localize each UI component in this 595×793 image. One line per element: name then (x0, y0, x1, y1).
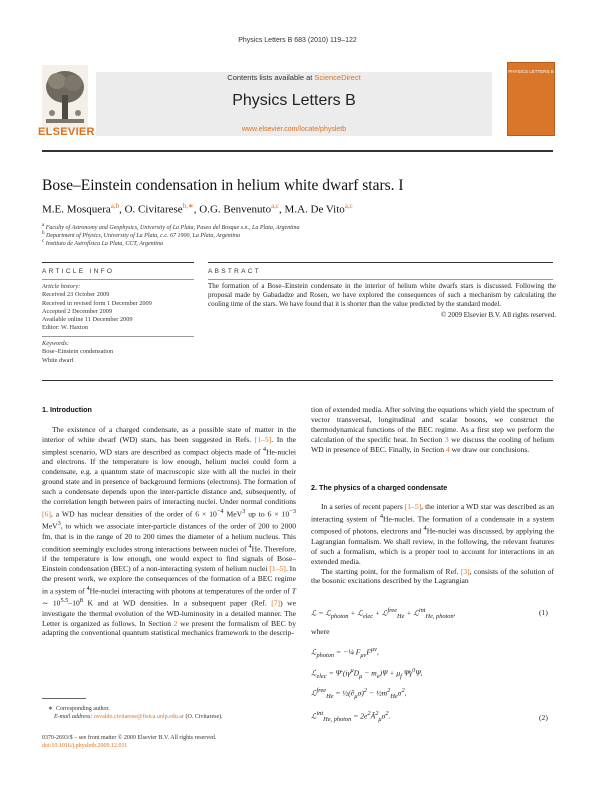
section-link[interactable]: 4 (445, 444, 450, 454)
affiliation-text: Instituto de Astrofísica La Plata, CCT, Argentina (45, 241, 163, 247)
front-matter (42, 734, 216, 750)
author-name: O.G. Benvenuto (199, 203, 272, 216)
author-name: M.A. De Vito (284, 203, 345, 216)
email-label: E-mail address: (54, 714, 94, 720)
history-item: Received 23 October 2009 (42, 291, 110, 299)
journal-cover-image (507, 62, 555, 136)
affiliation-b (42, 231, 240, 239)
equation-photon: ℒ$_{photon}$ = −¼ $F_{\mu\nu}F^{\mu\nu}$, (311, 646, 379, 660)
where-label: where (311, 627, 330, 636)
abstract-block (208, 282, 556, 320)
journal-url-link[interactable]: www.elsevier.com/locate/physletb (241, 126, 347, 133)
section-1-body (42, 425, 296, 638)
affiliation-text: Faculty of Astronomy and Geophysics, University of La Plata, Paseo del Bosque s.n., La Plata, Argentina (45, 225, 300, 231)
abstract-rule-top (208, 262, 553, 263)
keywords-rule (42, 336, 194, 337)
affiliation-key: b (42, 231, 45, 236)
history-item: Available online 11 December 2009 (42, 316, 133, 324)
abstract-copyright: © 2009 Elsevier B.V. All rights reserved. (440, 310, 556, 319)
abstract-heading: ABSTRACT (208, 268, 262, 275)
section-1-body-continued (311, 405, 554, 455)
citation-link[interactable]: [6] (42, 509, 51, 519)
contents-prefix: Contents lists available at (227, 73, 315, 82)
front-matter-text: 0370-2693/$ – see front matter © 2009 Elsevier B.V. All rights reserved. (42, 735, 217, 741)
article-info-rule (42, 279, 194, 280)
author-affiliation-link[interactable]: a,c (344, 202, 353, 210)
history-item: Received in revised form 1 December 2009 (42, 299, 152, 307)
citation-link[interactable]: [1–5] (404, 502, 422, 511)
history-item: Editor: W. Haxton (42, 324, 88, 332)
keywords-block (42, 340, 202, 365)
section-2-paragraph: In a series of recent papers [1–5], the interior a WD star was described as an interacting system of $^4$He-nuclei. The formation of a condensate in a system composed of photons, electrons and $^4$He-nuclei was discussed, by applying the Lagrangian formalism. We shall review, in the following, the relevant features of such a formalism, which is a proper tool to account for interactions in an extended media. (311, 502, 554, 566)
author-list (42, 202, 353, 216)
journal-title: Physics Letters B (232, 92, 356, 109)
journal-reference: Physics Letters B 683 (2010) 119–122 (238, 37, 357, 44)
history-item: Accepted 2 December 2009 (42, 307, 113, 315)
author-separator: , (279, 203, 285, 216)
email-suffix: (O. Civitarese). (183, 714, 223, 720)
paper-title: Bose–Einstein condensation in helium white dwarf stars. I (42, 177, 404, 194)
author-affiliation-link[interactable]: b,∗ (182, 202, 194, 210)
citation-link[interactable]: [7] (271, 598, 281, 608)
equation-elec: ℒ$_{elec}$ = Ψ̄ $(i\gamma^\mu D_\mu - m_e)\Psi + \mu_f$ $\Psī\gamma^0\Psi$, (311, 667, 423, 681)
intro-paragraph-continued: tion of extended media. After solving the equations which yield the spectrum of vector transversal, longitudinal and scalar bosons, we construct the thermodynamical functions of the BEC regime. As a first step we perform the calculation of the specific heat. In Section 3 we discuss the cooling of helium WD in presence of BEC. Finally, in Section 4 we draw our conclusions. (311, 405, 555, 454)
affiliation-key: a (42, 223, 45, 228)
publisher-logo: ELSEVIER (38, 126, 95, 138)
keyword-item: Bose–Einstein condensation (42, 348, 114, 356)
section-2-paragraph: The starting point, for the formalism of Ref. [3], consists of the solution of the bosonic excitations described by the Lagrangian (311, 566, 555, 586)
abstract-rule (208, 279, 553, 280)
equation-1-number: (1) (539, 608, 548, 617)
affiliation-key: c (42, 239, 45, 244)
history-label: Article history: (42, 283, 81, 290)
keywords-label: Keywords: (42, 340, 70, 347)
section-2-heading: 2. The physics of a charged condensate (311, 483, 448, 492)
author-separator: , (119, 203, 125, 216)
section-link[interactable]: 3 (444, 434, 449, 444)
cover-title: PHYSICS LETTERS B (508, 69, 554, 74)
author-affiliation-link[interactable]: a,b (110, 202, 120, 210)
article-history (42, 283, 202, 333)
keyword-item: White dwarf (42, 356, 74, 364)
affiliation-c (42, 239, 163, 247)
author-separator: , (193, 203, 200, 216)
author-name: M.E. Mosquera (42, 203, 111, 216)
equation-2-number: (2) (539, 713, 548, 722)
section-2-body (311, 502, 554, 586)
article-info-rule-top (42, 262, 194, 263)
header-divider (42, 150, 553, 152)
abstract-text: The formation of a Bose–Einstein condensate in the interior of helium white dwarfs stars is discussed. Following the proposal made by Gabadadze and Rosen, we have explored the consequences of such a mechanism by calculating the cooling time of the stars. We have found that it is shorter than the value predicted by the standard model. (208, 282, 556, 309)
corresponding-author-note: ∗ Corresponding author. (48, 706, 110, 712)
section-link[interactable]: 2 (173, 618, 178, 628)
intro-paragraph: The existence of a charged condensate, as a possible state of matter in the interior of white dwarf (WD) stars, has been suggested in Refs. [1–5]. In the simplest scenario, WD stars are described as compact objects made of $^4$He-nuclei and electrons. If the temperature is low enough, helium nuclei could form a condensate, e.g. a quantum state of macroscopic size with all the nuclei in their ground state and in presence of background fermions (electrons). The formation of such a condensate depends upon the inter-particle distance and, subsequently, of the correlation length between pairs of interacting nuclei. Under normal conditions [6], a WD has nuclear densities of the order of $6 \times 10^{-4}$ MeV$^3$ up to $6 \times 10^{-3}$ MeV$^3$, to which we associate inter-particle distances of the order of 200 to 2000 fm, that is in the range of 20 to 200 times the diameter of a helium nucleus. This condition seemingly excludes strong interactions between nuclei of $^4$He. Therefore, if the temperature is low enough, one would expect to find signals of Bose–Einstein condensation (BEC) of a non-interacting system of helium nuclei [1–5]. In the present work, we explore the consequences of the formation of a BEC regime in a system of $^4$He-nuclei interacting with photons at temperatures of the order of T ∼ $10^{5.5}-10^8$ K and at WD densities. In a subsequent paper (Ref. [7]) we investigate the thermal evolution of the WD-luminosity in a detailed manner. The Letter is organized as follows. In Section 2 we present the formalism of BEC by adapting the conventional quantum statistical mechanics framework to the descrip- (42, 425, 297, 638)
section-1-heading: 1. Introduction (42, 405, 92, 414)
abstract-rule-bottom (42, 380, 553, 381)
equation-1: ℒ = ℒ$_{photon}$ + ℒ$_{elec}$ + ℒ$^{free}_{He}$ + ℒ$^{int}_{He, photon}$, (311, 607, 456, 621)
doi-link[interactable]: doi:10.1016/j.physletb.2009.12.011 (42, 743, 128, 749)
citation-link[interactable]: [1–5] (254, 434, 272, 444)
contents-line (96, 73, 492, 82)
citation-link[interactable]: [1–5] (269, 563, 286, 573)
author-affiliation-link[interactable]: a,c (271, 202, 280, 210)
equation-he-free: ℒ$^{free}_{He}$ = $\frac{1}{2}(\partial_\mu\sigma)^2$ − $\frac{1}{2}m^2_{He}\sigma^2$, (311, 687, 407, 701)
sciencedirect-link[interactable]: ScienceDirect (314, 73, 361, 82)
article-info-heading: ARTICLE INFO (42, 268, 115, 275)
equation-he-int: ℒ$^{int}_{He, photon}$ = $2e^2Ã^2_\mu\sigma^2$. (311, 710, 391, 724)
author-name: O. Civitarese (124, 203, 183, 216)
footnote-rule (42, 698, 86, 699)
email-link[interactable]: osvaldo.civitarese@fisica.unlp.edu.ar (93, 714, 184, 720)
affiliation-text: Department of Physics, University of La Plata, c.c. 67 1900, La Plata, Argentina (46, 233, 240, 239)
affiliation-a (42, 223, 300, 231)
corresponding-text: Corresponding author. (56, 706, 110, 712)
citation-link[interactable]: [3] (460, 566, 470, 576)
email-note (54, 714, 223, 720)
